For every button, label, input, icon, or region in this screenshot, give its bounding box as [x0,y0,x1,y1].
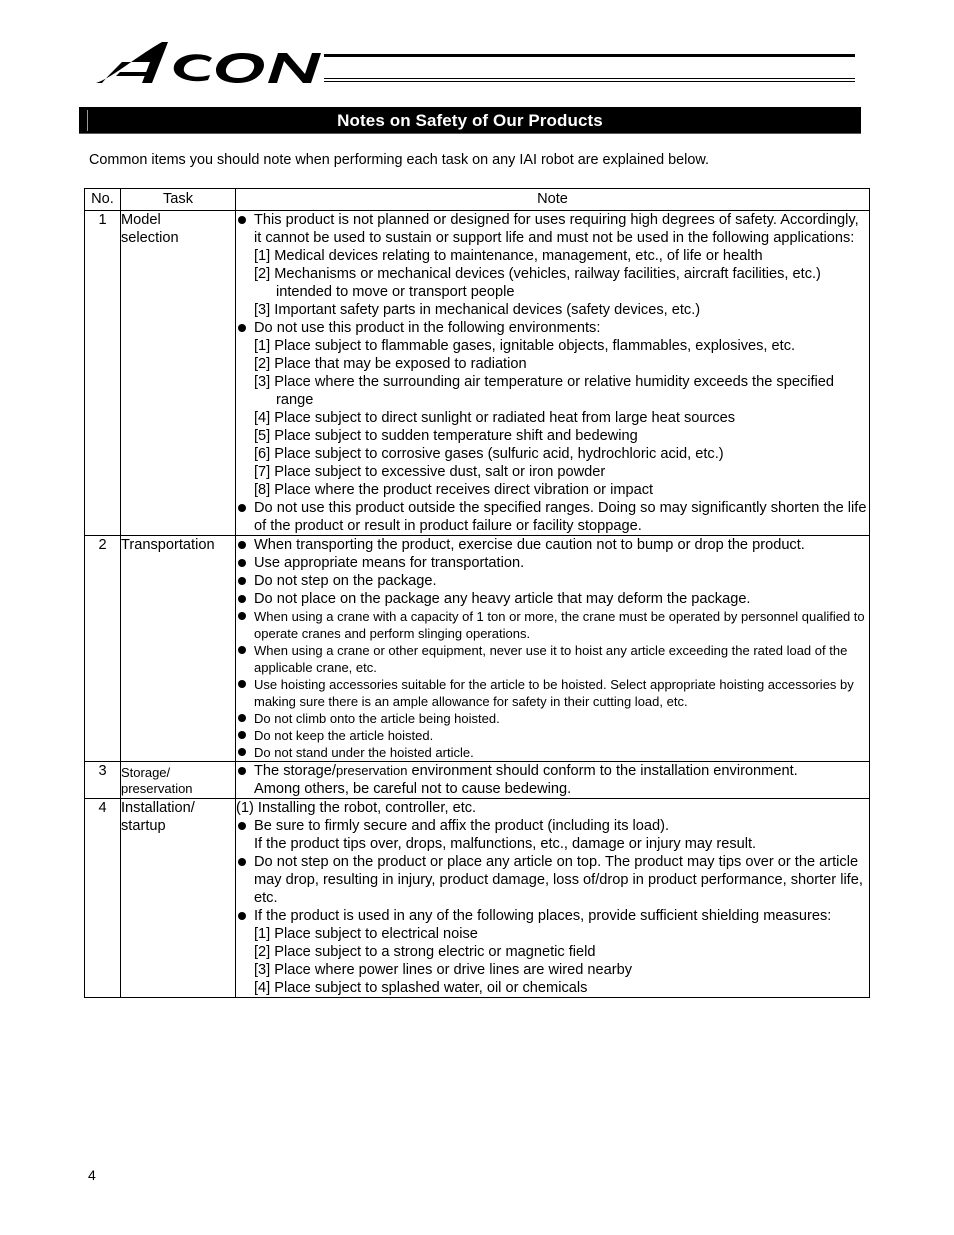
bullet-note: When transporting the product, exercise due caution not to bump or drop the product. [236,536,869,554]
row-task [121,799,236,998]
row-number: 3 [85,762,121,799]
safety-notes-table [84,188,870,998]
task-line: startup [121,818,166,834]
task-line: Transportation [121,537,215,553]
section-title: Notes on Safety of Our Products [337,111,603,130]
header-rule-bottom [324,81,855,82]
bullet-note: Do not place on the package any heavy article that may deform the package. [236,590,869,608]
bullet-note-small: Use hoisting accessories suitable for the article to be hoisted. Select appropriate hoisting accessories by making sure there is an ample allowance for safety in their cutting load, etc. [236,676,869,710]
numbered-note: [4] Place subject to direct sunlight or radiated heat from large heat sources [254,410,736,426]
task-line: selection [121,230,179,246]
note-continuation: If the product tips over, drops, malfunctions, etc., damage or injury may result. [254,836,757,852]
table-row-storage [85,762,870,799]
note-text-small: preservation [335,763,408,778]
numbered-note: [2] Place subject to a strong electric or magnetic field [254,944,596,960]
row-note [236,762,870,799]
bullet-note-small: Do not climb onto the article being hoisted. [236,710,869,727]
numbered-note: [5] Place subject to sudden temperature shift and bedewing [254,428,638,444]
task-line: Model [121,212,161,228]
note-continuation: Among others, be careful not to cause bedewing. [254,781,572,797]
numbered-note: [1] Place subject to flammable gases, ignitable objects, flammables, explosives, etc. [254,338,796,354]
table-row-transportation [85,536,870,762]
bullet-note: Do not step on the product or place any article on top. The product may tips over or the article may drop, resulting in injury, product damage, loss of/drop in product performance, shorter life, etc. [236,853,869,907]
bullet-note: If the product is used in any of the following places, provide sufficient shielding measures: [236,907,869,925]
title-bar-inner-bottom [79,133,861,134]
bullet-note: Do not use this product outside the specified ranges. Doing so may significantly shorten the life of the product or result in product failure or facility stoppage. [236,499,869,535]
row-task [121,762,236,799]
row-task [121,211,236,536]
page-number: 4 [88,1167,96,1183]
column-header-task: Task [121,189,236,211]
row-note [236,211,870,536]
bullet-note-small: Do not keep the article hoisted. [236,727,869,744]
header-rule-top [324,54,855,57]
acon-logo [92,38,332,86]
table-header-row [85,189,870,211]
numbered-note: [3] Place where the surrounding air temperature or relative humidity exceeds the specified range [254,374,835,408]
note-heading: (1) Installing the robot, controller, etc. [236,800,477,816]
numbered-note: [2] Mechanisms or mechanical devices (vehicles, railway facilities, aircraft facilities, etc.) intended to move or transport people [254,266,821,300]
intro-text: Common items you should note when performing each task on any IAI robot are explained below. [89,152,709,168]
bullet-note-small: When using a crane with a capacity of 1 ton or more, the crane must be operated by personnel qualified to operate cranes and perform slinging operations. [236,608,869,642]
row-number: 4 [85,799,121,998]
numbered-note: [8] Place where the product receives direct vibration or impact [254,482,654,498]
task-line: preservation [121,781,193,796]
bullet-note: Use appropriate means for transportation. [236,554,869,572]
bullet-note: Be sure to firmly secure and affix the product (including its load). [236,817,869,835]
bullet-note: Do not step on the package. [236,572,869,590]
row-number: 2 [85,536,121,762]
numbered-note: [1] Medical devices relating to maintenance, management, etc., of life or health [254,248,763,264]
row-task [121,536,236,762]
numbered-note: [3] Important safety parts in mechanical devices (safety devices, etc.) [254,302,701,318]
table-row-model-selection [85,211,870,536]
header-rule-middle [324,78,855,79]
numbered-note: [3] Place where power lines or drive lines are wired nearby [254,962,632,978]
bullet-note-small: Do not stand under the hoisted article. [236,744,869,761]
bullet-note: This product is not planned or designed for uses requiring high degrees of safety. Accordingly, it cannot be used to sustain or support life and must not be used in the following applications: [236,211,869,247]
row-note [236,799,870,998]
numbered-note: [4] Place subject to splashed water, oil or chemicals [254,980,588,996]
section-title-bar [79,107,861,134]
note-text: The storage/ [254,763,336,779]
bullet-note [236,762,869,780]
column-header-no: No. [85,189,121,211]
table-row-installation [85,799,870,998]
numbered-note: [2] Place that may be exposed to radiation [254,356,527,372]
bullet-note: Do not use this product in the following environments: [236,319,869,337]
column-header-note: Note [236,189,870,211]
row-number: 1 [85,211,121,536]
numbered-note: [1] Place subject to electrical noise [254,926,478,942]
task-line: Storage/ [121,765,171,780]
task-line: Installation/ [121,800,195,816]
bullet-note-small: When using a crane or other equipment, never use it to hoist any article exceeding the rated load of the applicable crane, etc. [236,642,869,676]
numbered-note: [6] Place subject to corrosive gases (sulfuric acid, hydrochloric acid, etc.) [254,446,724,462]
row-note [236,536,870,762]
note-text: environment should conform to the installation environment. [407,763,798,779]
numbered-note: [7] Place subject to excessive dust, salt or iron powder [254,464,606,480]
